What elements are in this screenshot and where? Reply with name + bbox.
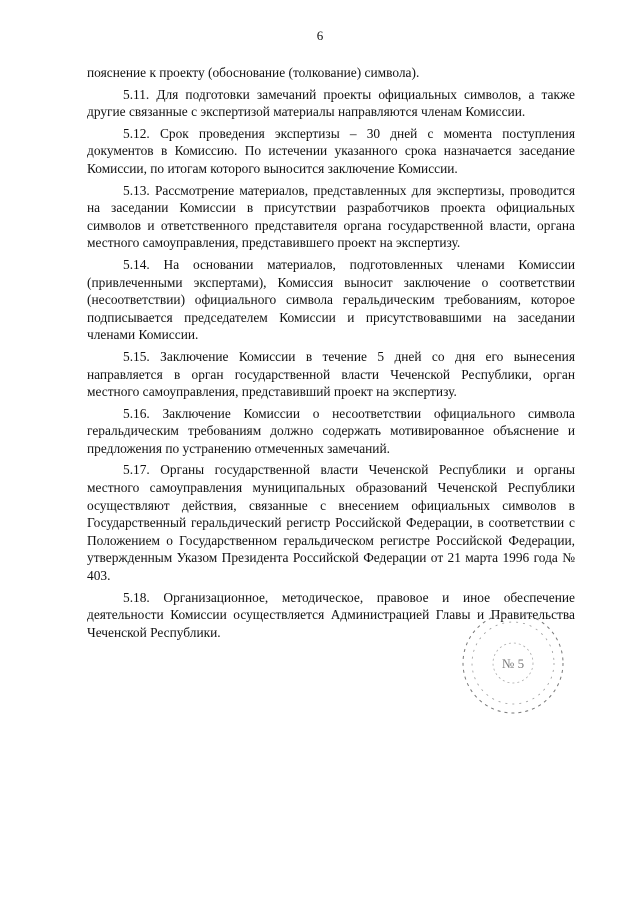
paragraph-5-18: 5.18. Организационное, методическое, правовое и иное обеспечение деятельности Комиссии осуществляется Администрацией Главы и Правительства Чеченской Республики. xyxy=(87,589,575,640)
paragraph-continuation: пояснение к проекту (обоснование (толкование) символа). xyxy=(87,65,420,80)
official-stamp xyxy=(458,608,568,718)
paragraph-5-15: 5.15. Заключение Комиссии в течение 5 дней со дня его вынесения направляется в орган государственной власти Чеченской Республики, орган местного самоуправления, представивший проект на экспертизу. xyxy=(87,348,575,400)
paragraph-5-11: 5.11. Для подготовки замечаний проекты официальных символов, а также другие связанные с экспертизой материалы направляются членам Комиссии. xyxy=(87,86,575,120)
paragraph-5-14: 5.14. На основании материалов, подготовленных членами Комиссии (привлеченными экспертами), Комиссия выносит заключение о соответствии (несоответствии) официального символа геральдическим требованиям, которое подписывается председателем Комиссии и присутствовавшими на заседании членами Комиссии. xyxy=(87,256,575,343)
paragraph-5-16: 5.16. Заключение Комиссии о несоответствии официального символа геральдическим требованиям должно содержать мотивированное объяснение и предложения по устранению отмеченных замечаний. xyxy=(87,405,575,456)
paragraph-5-13: 5.13. Рассмотрение материалов, представленных для экспертизы, проводится на заседании Комиссии в присутствии разработчиков проекта официальных символов и ответственного представителя органа государственной власти, органа местного самоуправления, представившего проект на экспертизу. xyxy=(87,182,575,251)
page-number: 6 xyxy=(316,28,324,43)
stamp-text: № 5 xyxy=(501,656,525,671)
paragraph-5-12: 5.12. Срок проведения экспертизы – 30 дней с момента поступления документов в Комиссию. По истечении указанного срока назначается заседание Комиссии, по итогам которого выносится заключение Комиссии. xyxy=(87,125,575,176)
paragraph-5-17: 5.17. Органы государственной власти Чеченской Республики и органы местного самоуправления муниципальных образований Чеченской Республики осуществляют действия, связанные с внесением официальных символов в Государственный геральдический регистр Российской Федерации, в соответствии с Положением о Государственном геральдическом регистре Российской Федерации, утвержденным Указом Президента Российской Федерации от 21 марта 1996 года № 403. xyxy=(87,462,575,584)
document-body xyxy=(87,64,575,645)
